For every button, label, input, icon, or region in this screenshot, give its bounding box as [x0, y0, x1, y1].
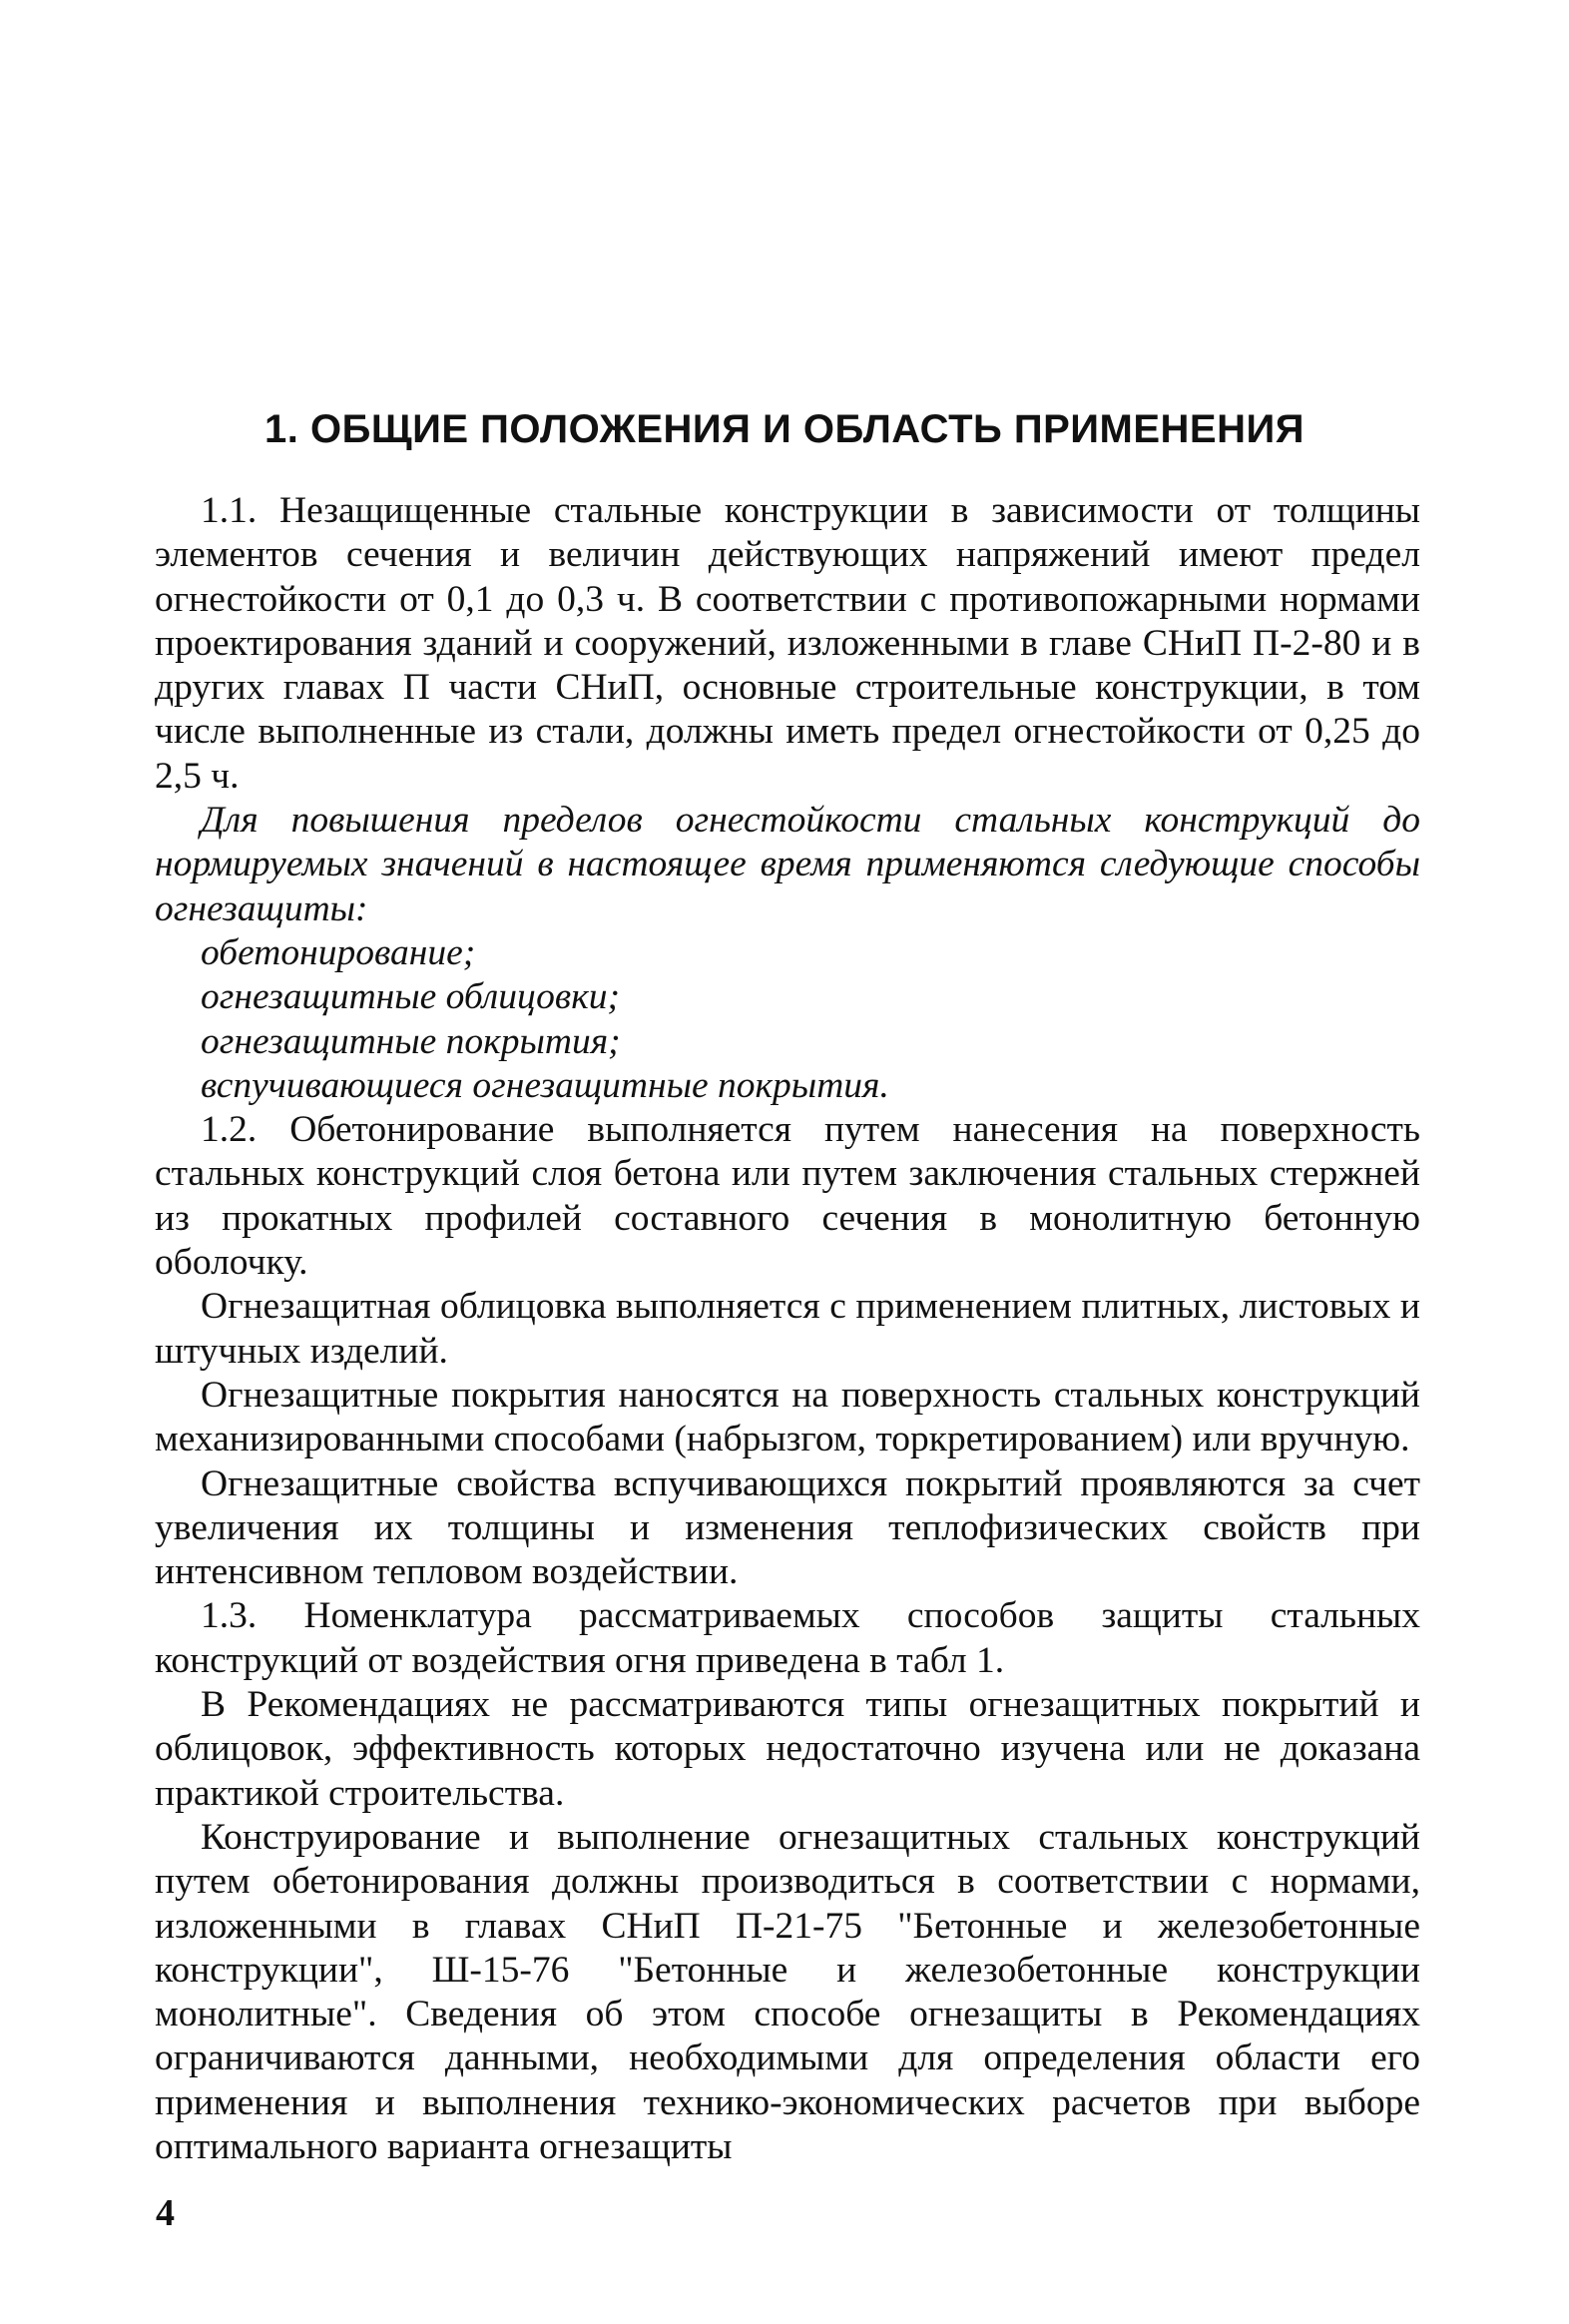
paragraph-not-considered: В Рекомендациях не рассматриваются типы огнезащитных покрытий и облицовок, эффективность которых недостаточно изучена или не доказана практикой строительства. [155, 1684, 1420, 1814]
page-number: 4 [156, 2192, 175, 2234]
body-text [155, 489, 1420, 2169]
paragraph-methods-intro: Для повышения пределов огнестойкости стальных конструкций до нормируемых значений в настоящее время применяются следующие способы огнезащиты: [155, 800, 1420, 929]
method-list-item: огнезащитные облицовки; [201, 976, 620, 1018]
method-list-item: огнезащитные покрытия; [201, 1020, 621, 1062]
method-list-item: вспучивающиеся огнезащитные покрытия. [201, 1064, 889, 1106]
paragraph-intumescent: Огнезащитные свойства вспучивающихся покрытий проявляются за счет увеличения их толщины и изменения теплофизических свойств при интенсивном тепловом воздействии. [155, 1462, 1420, 1593]
paragraph-1-2: 1.2. Обетонирование выполняется путем нанесения на поверхность стальных конструкций слоя бетона или путем заключения стальных стержней из прокатных профилей составного сечения в монолитную бетонную оболочку. [155, 1109, 1420, 1284]
section-heading: 1. ОБЩИЕ ПОЛОЖЕНИЯ И ОБЛАСТЬ ПРИМЕНЕНИЯ [264, 407, 1305, 451]
paragraph-1-1: 1.1. Незащищенные стальные конструкции в зависимости от толщины элементов сечения и величин действующих напряжений имеют предел огнестойкости от 0,1 до 0,3 ч. В соответствии с противопожарными нормами проектирования зданий и сооружений, изложенными в главе СНиП П-2-80 и в других главах П части СНиП, основные строительные конструкции, в том числе выполненные из стали, должны иметь предел огнестойкости от 0,25 до 2,5 ч. [155, 490, 1420, 797]
paragraph-design: Конструирование и выполнение огнезащитных стальных конструкций путем обетонирования должны производиться в соответствии с нормами, изложенными в главах СНиП П-21-75 "Бетонные и железобетонные конструкции", Ш-15-76 "Бетонные и железобетонные конструкции монолитные". Сведения об этом способе огнезащиты в Рекомендациях ограничиваются данными, необходимыми для определения области его применения и выполнения технико-экономических расчетов при выборе оптимального варианта огнезащиты [155, 1816, 1420, 2167]
paragraph-cladding: Огнезащитная облицовка выполняется с применением плитных, листовых и штучных изделий. [155, 1286, 1420, 1372]
paragraph-coatings: Огнезащитные покрытия наносятся на поверхность стальных конструкций механизированными способами (набрызгом, торкретированием) или вручную. [155, 1374, 1420, 1460]
method-list-item: обетонирование; [201, 931, 476, 973]
paragraph-1-3: 1.3. Номенклатура рассматриваемых способов защиты стальных конструкций от воздействия огня приведена в табл 1. [155, 1595, 1420, 1681]
